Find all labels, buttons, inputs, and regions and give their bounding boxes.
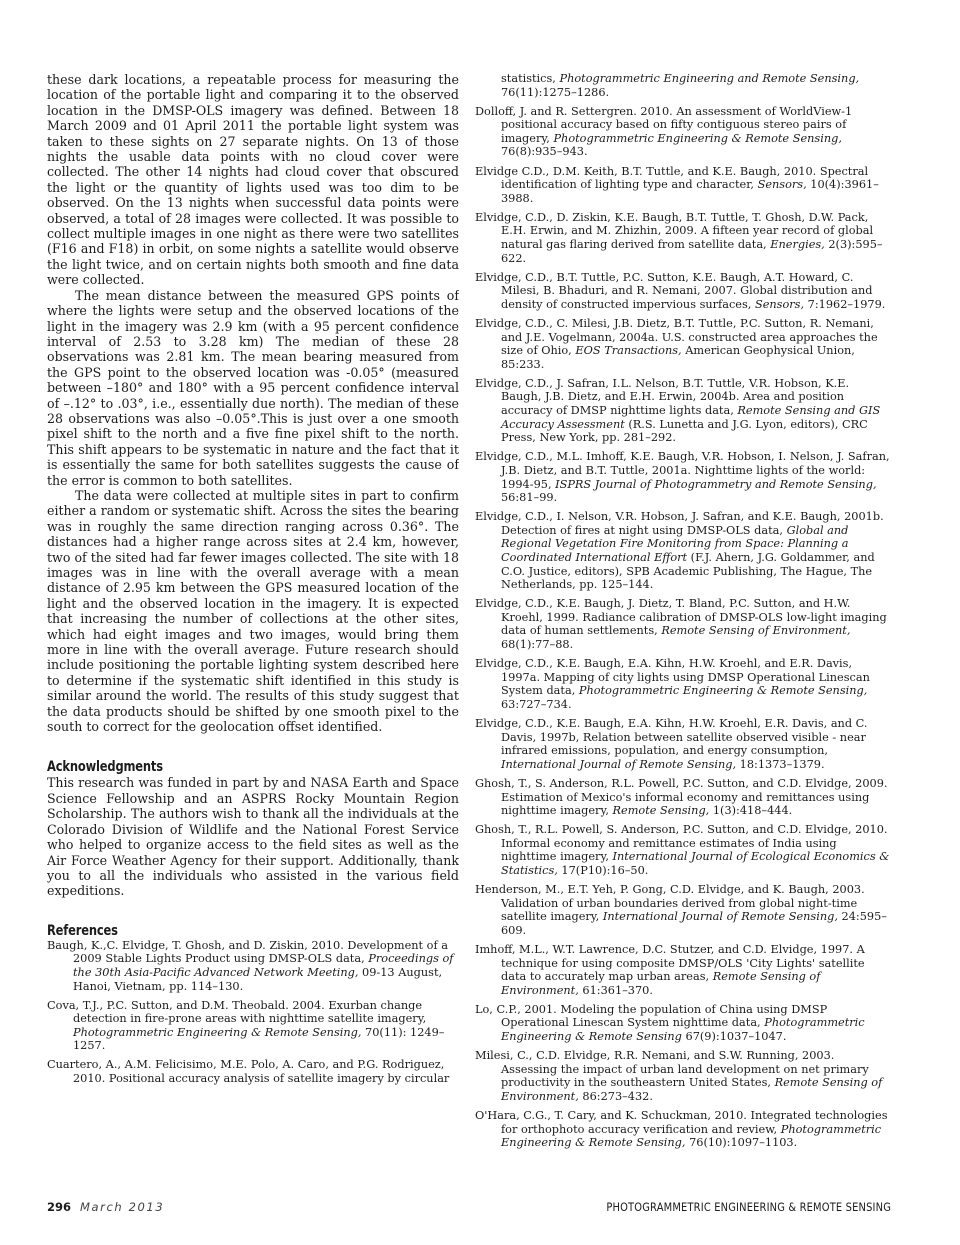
reference-item: Elvidge, C.D., C. Milesi, J.B. Dietz, B.T. Tuttle, P.C. Sutton, R. Nemani, and J.E. Vogelmann, 2004a. U.S. constructed area approaches the size of Ohio, EOS Transactions, American Geophysical Union, 85:233. xyxy=(475,317,878,371)
reference-item: Elvidge, C.D., J. Safran, I.L. Nelson, B.T. Tuttle, V.R. Hobson, K.E. Baugh, J.B. Dietz, and E.H. Erwin, 2004b. Area and position accuracy of DMSP nighttime lights data, Remote Sensing and GIS Accuracy Assessment (R.S. Lunetta and J.G. Lyon, editors), CRC Press, New York, pp. 281–292. xyxy=(475,376,881,445)
reference-item: O'Hara, C.G., T. Cary, and K. Schuckman, 2010. Integrated technologies for orthophoto accuracy verification and review, Photogrammetric Engineering & Remote Sensing, 76(10):1097–1103. xyxy=(475,1108,888,1150)
reference-list-right xyxy=(475,72,891,1150)
reference-item: Cuartero, A., A.M. Felicisimo, M.E. Polo, A. Caro, and P.G. Rodriguez, 2010. Positional accuracy analysis of satellite imagery by circular xyxy=(47,1058,450,1086)
acknowledgments-text: This research was funded in part by and NASA Earth and Space Science Fellowship and an ASPRS Rocky Mountain Region Scholarship. The authors wish to thank all the individuals at the Colorado Division of Wildlife and the National Forest Service who helped to organize access to the field sites as well as the Air Force Weather Agency for their support. Additionally, thank you to all the individuals who assisted in the various field expeditions. xyxy=(47,775,459,899)
acknowledgments-heading: Acknowledgments xyxy=(47,759,163,776)
reference-item: Cova, T.J., P.C. Sutton, and D.M. Theobald. 2004. Exurban change detection in fire-prone areas with nighttime satellite imagery, Photogrammetric Engineering & Remote Sensing, 70(11): 1249–1257. xyxy=(47,998,445,1053)
page-number: 296 xyxy=(47,1200,72,1214)
reference-item: Henderson, M., E.T. Yeh, P. Gong, C.D. Elvidge, and K. Baugh, 2003. Validation of urban boundaries derived from global night-time satellite imagery, International Journal of Remote Sensing, 24:595–609. xyxy=(475,883,887,937)
reference-item: Elvidge, C.D., K.E. Baugh, E.A. Kihn, H.W. Kroehl, E.R. Davis, and C. Davis, 1997b, Relation between satellite observed visible - near infrared emissions, population, and energy consumption, International Journal of Remote Sensing, 18:1373–1379. xyxy=(475,717,868,771)
page-footer xyxy=(0,1198,960,1218)
reference-item: Elvidge, C.D., I. Nelson, V.R. Hobson, J. Safran, and K.E. Baugh, 2001b. Detection of fires at night using DMSP-OLS data, Global and Regional Vegetation Fire Monitoring from Space: Planning a Coordinated International Effort (F.J. Ahern, J.G. Goldammer, and C.O. Justice, editors), SPB Academic Publishing, The Hague, The Netherlands, pp. 125–144. xyxy=(475,510,884,592)
left-column xyxy=(47,72,459,1192)
reference-item: Elvidge, C.D., B.T. Tuttle, P.C. Sutton, K.E. Baugh, A.T. Howard, C. Milesi, B. Bhaduri, and R. Nemani, 2007. Global distribution and density of constructed impervious surfaces, Sensors, 7:1962–1979. xyxy=(475,270,886,311)
body-paragraph-2: The mean distance between the measured GPS points of where the lights were setup and the observed locations of the light in the imagery was 2.9 km (with a 95 percent confidence interval of 2.53 to 3.28 km) The median of these 28 observations was 2.81 km. The mean bearing measured from the GPS point to the observed location was -0.05° (measured between –180° and 180° with a 95 percent confidence interval of –.12° to .03°, i.e., essentially due north). The median of these 28 observations was also –0.05°.This is just over a one smooth pixel shift to the north and a five fine pixel shift to the north. This shift appears to be systematic in nature and the fact that it is essentially the same for both satellites suggests the cause of the error is common to both satellites. xyxy=(47,287,459,488)
references-heading: References xyxy=(47,922,118,939)
reference-item: Elvidge, C.D., K.E. Baugh, J. Dietz, T. Bland, P.C. Sutton, and H.W. Kroehl, 1999. Radiance calibration of DMSP-OLS low-light imaging data of human settlements, Remote Sensing of Environment, 68(1):77–88. xyxy=(475,597,887,652)
body-paragraph-1: these dark locations, a repeatable process for measuring the location of the portable light and comparing it to the observed location in the DMSP-OLS imagery was defined. Between 18 March 2009 and 01 April 2011 the portable light system was taken to these sights on 27 separate nights. On 13 of those nights the usable data points with no cloud cover were collected. The other 14 nights had cloud cover that obscured the light or the quantity of lights used was too dim to be observed. On the 13 nights when successful data points were observed, a total of 28 images were collected. It was possible to collect multiple images in one night as there were two satellites (F16 and F18) in orbit, on some nights a satellite would observe the light twice, and on certain nights both smooth and fine data were collected. xyxy=(47,72,459,288)
issue-date: March 2013 xyxy=(80,1200,165,1214)
right-column xyxy=(475,72,891,1192)
reference-item: Lo, C.P., 2001. Modeling the population of China using DMSP Operational Linescan System nighttime data, Photogrammetric Engineering & Remote Sensing 67(9):1037–1047. xyxy=(475,1002,865,1043)
reference-item: Milesi, C., C.D. Elvidge, R.R. Nemani, and S.W. Running, 2003. Assessing the impact of urban land development on net primary productivity in the southeastern United States, Remote Sensing of Environment, 86:273–432. xyxy=(475,1049,883,1103)
body-paragraph-3: The data were collected at multiple sites in part to confirm either a random or systematic shift. Across the sites the bearing was in roughly the same direction ranging across 0.36°. The distances had a higher range across sites at 2.4 km, however, two of the sited had far fewer images collected. The site with 18 images was in line with the overall average with a mean distance of 2.95 km between the GPS measured location of the light and the observed location in the imagery. It is expected that increasing the number of collections at the other sites, which had eight images and two images, would bring them more in line with the overall average. Future research should include positioning the portable lighting system described here to determine if the systematic shift identified in this study is similar around the world. The results of this study suggest that the data products should be shifted by one smooth pixel to the south to correct for the geolocation offset identified. xyxy=(47,487,459,735)
reference-item: Elvidge, C.D., K.E. Baugh, E.A. Kihn, H.W. Kroehl, and E.R. Davis, 1997a. Mapping of city lights using DMSP Operational Linescan System data, Photogrammetric Engineering & Remote Sensing, 63:727–734. xyxy=(475,657,870,711)
reference-item: Dolloff, J. and R. Settergren. 2010. An assessment of WorldView-1 positional accuracy based on fifty contiguous stereo pairs of imagery, Photogrammetric Engineering & Remote Sensing, 76(8):935–943. xyxy=(475,104,853,159)
reference-item: Elvidge C.D., D.M. Keith, B.T. Tuttle, and K.E. Baugh, 2010. Spectral identification of lighting type and character, Sensors, 10(4):3961–3988. xyxy=(475,164,879,205)
reference-item: Elvidge, C.D., M.L. Imhoff, K.E. Baugh, V.R. Hobson, I. Nelson, J. Safran, J.B. Dietz, and B.T. Tuttle, 2001a. Nighttime lights of the world: 1994-95, ISPRS Journal of Photogrammetry and Remote Sensing, 56:81–99. xyxy=(475,450,890,505)
reference-list-left xyxy=(47,939,459,1086)
journal-name: PHOTOGRAMMETRIC ENGINEERING & REMOTE SENSING xyxy=(606,1200,891,1214)
reference-item: Elvidge, C.D., D. Ziskin, K.E. Baugh, B.T. Tuttle, T. Ghosh, D.W. Pack, E.H. Erwin, and M. Zhizhin, 2009. A fifteen year record of global natural gas flaring derived from satellite data, Energies, 2(3):595–622. xyxy=(475,210,883,265)
reference-item: Ghosh, T., R.L. Powell, S. Anderson, P.C. Sutton, and C.D. Elvidge, 2010. Informal economy and remittance estimates of India using nighttime imagery, International Journal of Ecological Economics & Statistics, 17(P10):16–50. xyxy=(475,823,890,877)
reference-item: statistics, Photogrammetric Engineering and Remote Sensing, 76(11):1275–1286. xyxy=(501,72,860,99)
reference-item: Imhoff, M.L., W.T. Lawrence, D.C. Stutzer, and C.D. Elvidge, 1997. A technique for using composite DMSP/OLS 'City Lights' satellite data to accurately map urban areas, Remote Sensing of Environment, 61:361–370. xyxy=(475,942,865,997)
reference-item: Baugh, K.,C. Elvidge, T. Ghosh, and D. Ziskin, 2010. Development of a 2009 Stable Lights Product using DMSP-OLS data, Proceedings of the 30th Asia-Pacific Advanced Network Meeting, 09-13 August, Hanoi, Vietnam, pp. 114–130. xyxy=(47,938,454,993)
reference-item: Ghosh, T., S. Anderson, R.L. Powell, P.C. Sutton, and C.D. Elvidge, 2009. Estimation of Mexico's informal economy and remittances using nighttime imagery, Remote Sensing, 1(3):418–444. xyxy=(475,776,888,818)
